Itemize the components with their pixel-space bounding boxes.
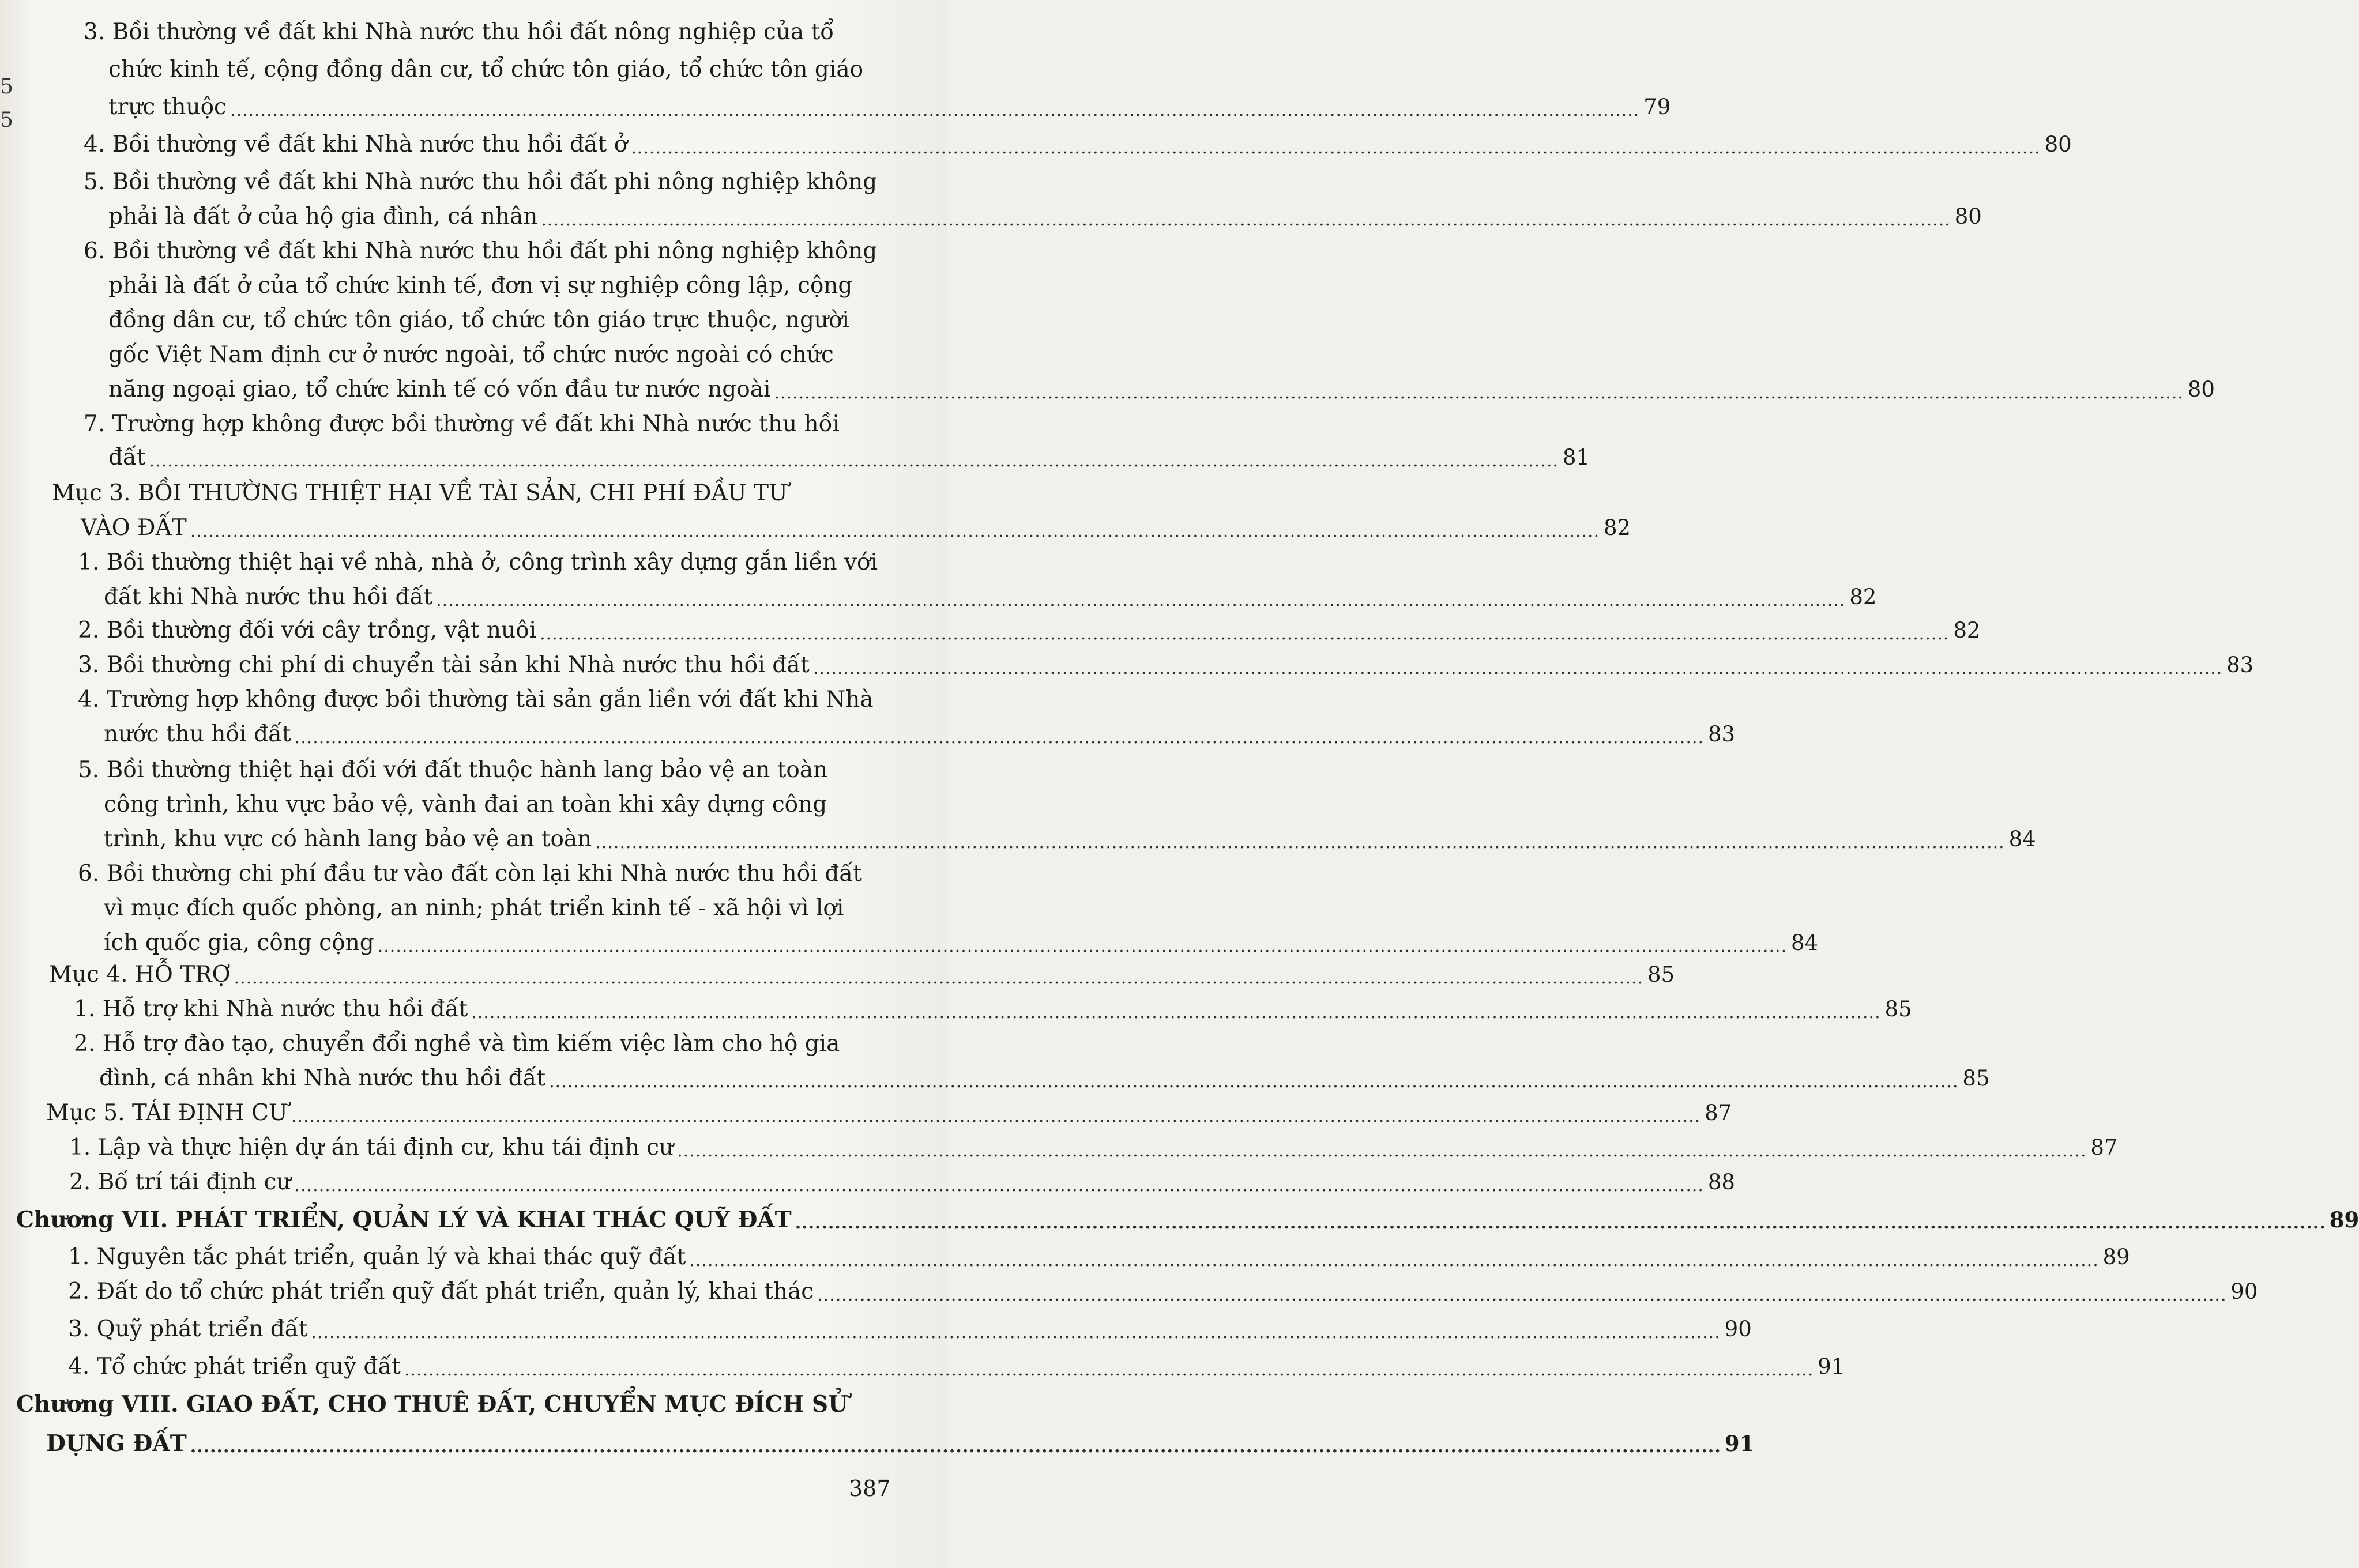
leader-dots: ........................................................................................................................................................................................................................................ — [436, 590, 1846, 610]
toc-entry: 1. Hỗ trợ khi Nhà nước thu hồi đất ........................................................................................................................................................................................................................................ 85 — [74, 994, 887, 1024]
page-ref: 87 — [1705, 1100, 1732, 1125]
toc-entry-last-line: trình, khu vực có hành lang bảo vệ an toàn ........................................................................................................................................................................................................................................ 84 — [104, 824, 888, 854]
leader-dots: ........................................................................................................................................................................................................................................ — [471, 1002, 1881, 1023]
toc-entry: 3. Bồi thường chi phí di chuyển tài sản khi Nhà nước thu hồi đất ........................................................................................................................................................................................................................................ 83 — [78, 650, 888, 680]
toc-line: 6. Bồi thường chi phí đầu tư vào đất còn lại khi Nhà nước thu hồi đất — [78, 861, 862, 887]
toc-line: 4. Trường hợp không được bồi thường tài sản gắn liền với đất khi Nhà — [78, 687, 874, 713]
toc-line: 2. Hỗ trợ đào tạo, chuyển đổi nghề và tìm kiếm việc làm cho hộ gia — [74, 1031, 840, 1057]
toc-entry-last-line: đất khi Nhà nước thu hồi đất ........................................................................................................................................................................................................................................ 82 — [104, 582, 888, 612]
toc-entry-last-line: trực thuộc ........................................................................................................................................................................................................................................ 79 — [108, 92, 881, 122]
toc-entry-last-line: đất ........................................................................................................................................................................................................................................ 81 — [108, 443, 887, 473]
leader-dots: ........................................................................................................................................................................................................................................ — [595, 832, 2005, 853]
toc-line: chức kinh tế, cộng đồng dân cư, tổ chức tôn giáo, tổ chức tôn giáo — [108, 56, 864, 82]
leader-dots: ........................................................................................................................................................................................................................................ — [812, 658, 2223, 679]
leader-dots: ........................................................................................................................................................................................................................................ — [774, 383, 2184, 403]
leader-dots: ........................................................................................................................................................................................................................................ — [404, 1360, 1814, 1380]
page-ref: 82 — [1849, 585, 1877, 609]
toc-entry-last-line: ích quốc gia, công cộng ........................................................................................................................................................................................................................................ 84 — [104, 928, 888, 958]
toc-entry: 2. Đất do tổ chức phát triển quỹ đất phát triển, quản lý, khai thác ........................................................................................................................................................................................................................................ 90 — [68, 1277, 887, 1307]
leader-dots: ........................................................................................................................................................................................................................................ — [311, 1322, 1721, 1343]
toc-entry: 2. Bố trí tái định cư ........................................................................................................................................................................................................................................ 88 — [69, 1167, 885, 1197]
toc-section-heading: Mục 3. BỒI THƯỜNG THIỆT HẠI VỀ TÀI SẢN, CHI PHÍ ĐẦU TƯ — [52, 480, 788, 506]
leader-dots: ........................................................................................................................................................................................................................................ — [631, 138, 2041, 158]
toc-line: 5. Bồi thường thiệt hại đối với đất thuộc hành lang bảo vệ an toàn — [78, 757, 828, 783]
toc-entry-last-line: DỤNG ĐẤT ........................................................................................................................................................................................................................................ 91 — [46, 1428, 888, 1458]
toc-entry-last-line: phải là đất ở của hộ gia đình, cá nhân ........................................................................................................................................................................................................................................ 80 — [108, 202, 887, 232]
toc-line: 7. Trường hợp không được bồi thường về đất khi Nhà nước thu hồi — [84, 411, 840, 437]
toc-line: 1. Bồi thường thiệt hại về nhà, nhà ở, công trình xây dựng gắn liền với — [78, 549, 878, 575]
toc-entry-last-line: VÀO ĐẤT ........................................................................................................................................................................................................................................ 82 — [81, 513, 888, 543]
toc-line: vì mục đích quốc phòng, an ninh; phát triển kinh tế - xã hội vì lợi — [104, 895, 844, 921]
page-ref: 82 — [1953, 618, 1981, 643]
toc-entry: 4. Tổ chức phát triển quỹ đất ........................................................................................................................................................................................................................................ 91 — [68, 1352, 887, 1382]
page-ref: 88 — [1707, 1170, 1735, 1194]
leader-dots: ........................................................................................................................................................................................................................................ — [190, 521, 1600, 541]
toc-line: 6. Bồi thường về đất khi Nhà nước thu hồi đất phi nông nghiệp không — [84, 238, 878, 264]
page-ref: 80 — [1954, 204, 1982, 229]
leader-dots: ........................................................................................................................................................................................................................................ — [540, 624, 1950, 644]
page-ref: 84 — [1791, 930, 1819, 955]
toc-line: 3. Bồi thường về đất khi Nhà nước thu hồi đất nông nghiệp của tổ — [84, 19, 834, 45]
toc-entry: 1. Nguyên tắc phát triển, quản lý và khai thác quỹ đất ........................................................................................................................................................................................................................................ 89 — [68, 1242, 887, 1272]
toc-entry: 4. Bồi thường về đất khi Nhà nước thu hồi đất ở ........................................................................................................................................................................................................................................ 80 — [84, 130, 885, 160]
toc-entry-last-line: đình, cá nhân khi Nhà nước thu hồi đất ........................................................................................................................................................................................................................................ 85 — [99, 1064, 886, 1094]
leader-dots: ........................................................................................................................................................................................................................................ — [377, 936, 1788, 956]
toc-chapter-heading: Chương VII. PHÁT TRIỂN, QUẢN LÝ VÀ KHAI THÁC QUỸ ĐẤT ........................................................................................................................................................................................................................................ 89 — [16, 1205, 887, 1235]
leader-dots: ........................................................................................................................................................................................................................................ — [549, 1072, 1959, 1092]
toc-line: phải là đất ở của tổ chức kinh tế, đơn vị sự nghiệp công lập, cộng — [108, 273, 853, 299]
toc-line: gốc Việt Nam định cư ở nước ngoài, tổ chức nước ngoài có chức — [108, 342, 834, 368]
leader-dots: ........................................................................................................................................................................................................................................ — [541, 210, 1951, 230]
page-ref: 85 — [1962, 1066, 1990, 1091]
toc-line: công trình, khu vực bảo vệ, vành đai an toàn khi xây dựng công — [104, 791, 827, 817]
page-ref: 85 — [1884, 997, 1912, 1022]
toc-section-heading: Mục 4. HỖ TRỢ ........................................................................................................................................................................................................................................ 85 — [49, 960, 888, 990]
page-ref: 79 — [1643, 95, 1671, 119]
page-ref: 91 — [1724, 1431, 1755, 1456]
page-ref: 87 — [2090, 1135, 2118, 1160]
page-ref: 83 — [1707, 722, 1736, 747]
leader-dots: ........................................................................................................................................................................................................................................ — [234, 968, 1644, 988]
leader-dots: ........................................................................................................................................................................................................................................ — [190, 1437, 1721, 1457]
toc-section-heading: Mục 5. TÁI ĐỊNH CƯ ........................................................................................................................................................................................................................................ 87 — [46, 1098, 885, 1128]
leader-dots: ........................................................................................................................................................................................................................................ — [817, 1285, 2227, 1305]
page-ref: 90 — [1724, 1317, 1752, 1341]
page-ref: 89 — [2329, 1207, 2359, 1232]
margin-mark: 5 — [0, 75, 13, 99]
page-ref: 84 — [2008, 827, 2036, 851]
page-number: 387 — [849, 1476, 891, 1501]
page-ref: 81 — [1562, 445, 1590, 470]
toc-chapter-heading: Chương VIII. GIAO ĐẤT, CHO THUÊ ĐẤT, CHUYỂN MỤC ĐÍCH SỬ — [16, 1391, 848, 1418]
leader-dots: ........................................................................................................................................................................................................................................ — [689, 1250, 2099, 1271]
margin-mark: 5 — [0, 108, 13, 132]
page-ref: 82 — [1604, 515, 1631, 540]
page-ref: 91 — [1818, 1354, 1845, 1379]
leader-dots: ........................................................................................................................................................................................................................................ — [795, 1213, 2326, 1233]
leader-dots: ........................................................................................................................................................................................................................................ — [677, 1141, 2087, 1161]
toc-line: 5. Bồi thường về đất khi Nhà nước thu hồi đất phi nông nghiệp không — [84, 169, 878, 195]
page-ref: 80 — [2187, 377, 2215, 402]
toc-line: đồng dân cư, tổ chức tôn giáo, tổ chức tôn giáo trực thuộc, người — [108, 307, 850, 333]
leader-dots: ........................................................................................................................................................................................................................................ — [229, 100, 1640, 120]
toc-entry: 3. Quỹ phát triển đất ........................................................................................................................................................................................................................................ 90 — [68, 1314, 887, 1344]
leader-dots: ........................................................................................................................................................................................................................................ — [291, 1106, 1701, 1126]
toc-entry: 2. Bồi thường đối với cây trồng, vật nuôi ........................................................................................................................................................................................................................................ 82 — [78, 616, 888, 646]
page-ref: 83 — [2226, 653, 2254, 677]
leader-dots: ........................................................................................................................................................................................................................................ — [149, 451, 1559, 471]
toc-entry-last-line: năng ngoại giao, tổ chức kinh tế có vốn đầu tư nước ngoài ........................................................................................................................................................................................................................................ 80 — [108, 375, 887, 405]
page-ref: 85 — [1647, 962, 1675, 987]
leader-dots: ........................................................................................................................................................................................................................................ — [294, 1175, 1704, 1196]
toc-entry: 1. Lập và thực hiện dự án tái định cư, khu tái định cư ........................................................................................................................................................................................................................................ 87 — [69, 1133, 885, 1163]
page-ref: 90 — [2230, 1279, 2258, 1304]
toc-entry-last-line: nước thu hồi đất ........................................................................................................................................................................................................................................ 83 — [104, 719, 888, 749]
page-ref: 89 — [2102, 1245, 2130, 1269]
leader-dots: ........................................................................................................................................................................................................................................ — [294, 728, 1705, 748]
page-ref: 80 — [2044, 132, 2072, 157]
